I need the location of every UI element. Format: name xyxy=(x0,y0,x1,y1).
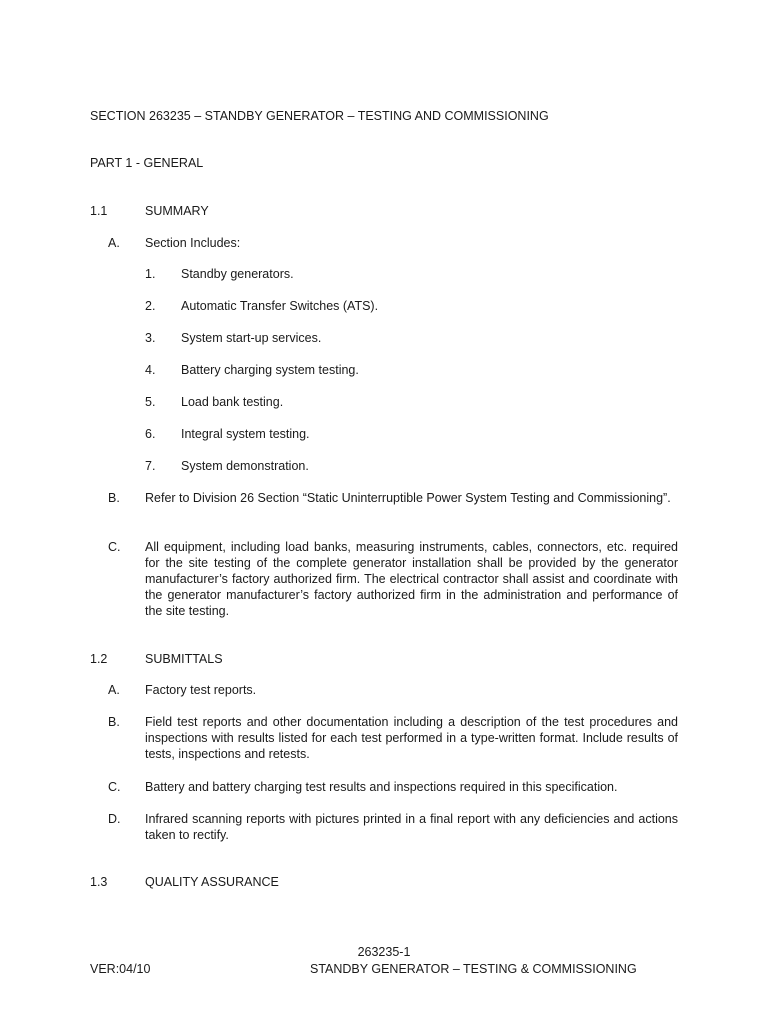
paragraph-text: Refer to Division 26 Section “Static Uninterruptible Power System Testing and Commissioning”. xyxy=(145,491,671,505)
paragraph-text: Field test reports and other documentation including a description of the test procedures and inspections with results listed for each test performed in a type-written format. Include results of tests, inspections and retests. xyxy=(145,715,678,761)
list-item-text: Automatic Transfer Switches (ATS). xyxy=(181,299,379,313)
article-heading: QUALITY ASSURANCE xyxy=(145,875,279,889)
list-item-text: Battery charging system testing. xyxy=(181,363,359,377)
part-title: PART 1 - GENERAL xyxy=(90,156,204,170)
article-heading: SUMMARY xyxy=(145,204,209,218)
paragraph-letter: B. xyxy=(108,715,120,729)
paragraph-letter: C. xyxy=(108,540,121,554)
section-title: SECTION 263235 – STANDBY GENERATOR – TESTING AND COMMISSIONING xyxy=(90,109,549,123)
list-item-text: Standby generators. xyxy=(181,267,294,281)
list-item-text: Integral system testing. xyxy=(181,427,310,441)
paragraph-text: All equipment, including load banks, measuring instruments, cables, connectors, etc. required for the site testing of the complete generator installation shall be provided by the generator manufacturer’s factory authorized firm. The electrical contractor shall assist and coordinate with the generator manufacturer’s factory authorized firm in the administration and performance of the site testing. xyxy=(145,540,678,618)
list-item-number: 6. xyxy=(145,427,156,441)
paragraph-text: Factory test reports. xyxy=(145,683,257,697)
paragraph-text: Section Includes: xyxy=(145,236,241,250)
list-item-text: System demonstration. xyxy=(181,459,309,473)
paragraph-letter: A. xyxy=(108,683,120,697)
paragraph-text: Battery and battery charging test results and inspections required in this specification. xyxy=(145,780,618,794)
paragraph-letter: C. xyxy=(108,780,121,794)
paragraph-letter: A. xyxy=(108,236,120,250)
paragraph-text: Infrared scanning reports with pictures printed in a final report with any deficiencies and actions taken to rectify. xyxy=(145,812,678,842)
article-heading: SUBMITTALS xyxy=(145,652,223,666)
list-item-text: System start-up services. xyxy=(181,331,322,345)
list-item-number: 3. xyxy=(145,331,156,345)
paragraph-letter: D. xyxy=(108,812,121,826)
footer-title: STANDBY GENERATOR – TESTING & COMMISSIONING xyxy=(310,962,637,976)
footer-version: VER:04/10 xyxy=(90,962,151,976)
list-item-text: Load bank testing. xyxy=(181,395,284,409)
list-item-number: 1. xyxy=(145,267,156,281)
list-item-number: 4. xyxy=(145,363,156,377)
footer-page-number: 263235-1 xyxy=(357,945,411,959)
article-number: 1.3 xyxy=(90,875,108,889)
article-number: 1.2 xyxy=(90,652,108,666)
list-item-number: 5. xyxy=(145,395,156,409)
paragraph-letter: B. xyxy=(108,491,120,505)
article-number: 1.1 xyxy=(90,204,108,218)
list-item-number: 7. xyxy=(145,459,156,473)
list-item-number: 2. xyxy=(145,299,156,313)
